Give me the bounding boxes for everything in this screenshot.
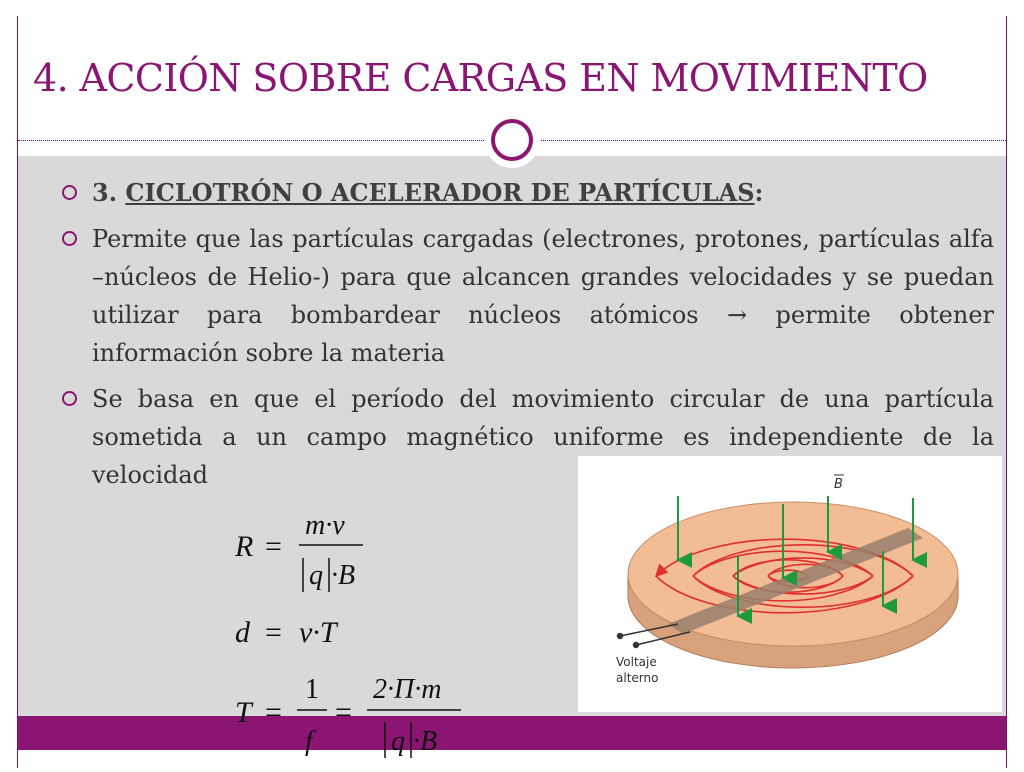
f1-num: m·v (305, 510, 345, 541)
f2-eq: = (265, 616, 282, 649)
cyclotron-figure (578, 456, 1002, 712)
description-text: Permite que las partículas cargadas (electrones, protones, partículas alfa –núcleos de Helio-) para que alcancen grandes velocidades y se puedan utilizar para bombardear núcleos atómicos (92, 225, 994, 329)
voltage-label-1: Voltaje (616, 655, 657, 669)
f1-den-q: q (309, 560, 323, 591)
f3-num1: 1 (305, 674, 319, 705)
f3-lhs: T (235, 696, 252, 729)
heading-prefix: 3. (92, 178, 126, 207)
f3-eq2: = (335, 696, 352, 729)
bullet-circle-icon (62, 231, 77, 246)
formula-radius (234, 510, 363, 592)
f3-den2-b: ·B (413, 726, 438, 757)
f3-den2-q: q (391, 726, 405, 757)
principle-text: Se basa en que el período del movimiento circular de una partícula sometida a un campo magnético uniforme es independiente de la velocidad (92, 385, 994, 489)
bullet-circle-icon (62, 185, 77, 200)
f1-lhs: R (235, 530, 254, 563)
f2-lhs: d (235, 616, 250, 649)
cyclotron-diagram (578, 456, 1002, 712)
bullet-item-heading (62, 174, 994, 212)
description-tail: permite obtener información sobre la materia (92, 301, 994, 367)
circle-ornament-icon (484, 112, 540, 168)
f1-eq: = (265, 530, 282, 563)
f3-eq1: = (265, 696, 282, 729)
bullet-circle-icon (62, 391, 77, 406)
heading-suffix: : (754, 178, 764, 207)
bullet-item-description (62, 220, 994, 372)
slide-title: 4. ACCIÓN SOBRE CARGAS EN MOVIMIENTO (33, 56, 928, 100)
f1-den-b: ·B (331, 560, 356, 591)
circle-ring (491, 119, 533, 161)
f3-den1: f (305, 726, 313, 757)
formula-period (235, 674, 461, 758)
right-arrow-icon: → (698, 301, 776, 329)
bottom-accent-bar (18, 716, 1006, 750)
f3-num2: 2·Π·m (373, 674, 442, 705)
bullet-list (62, 174, 994, 502)
f2-rhs: v·T (299, 616, 337, 649)
formulas (225, 500, 485, 772)
voltage-label-2: alterno (616, 671, 659, 685)
heading-cyclotron: CICLOTRÓN O ACELERADOR DE PARTÍCULAS (125, 178, 755, 207)
formula-distance (235, 616, 339, 649)
formula-block (225, 500, 485, 768)
field-label: B (834, 477, 843, 492)
